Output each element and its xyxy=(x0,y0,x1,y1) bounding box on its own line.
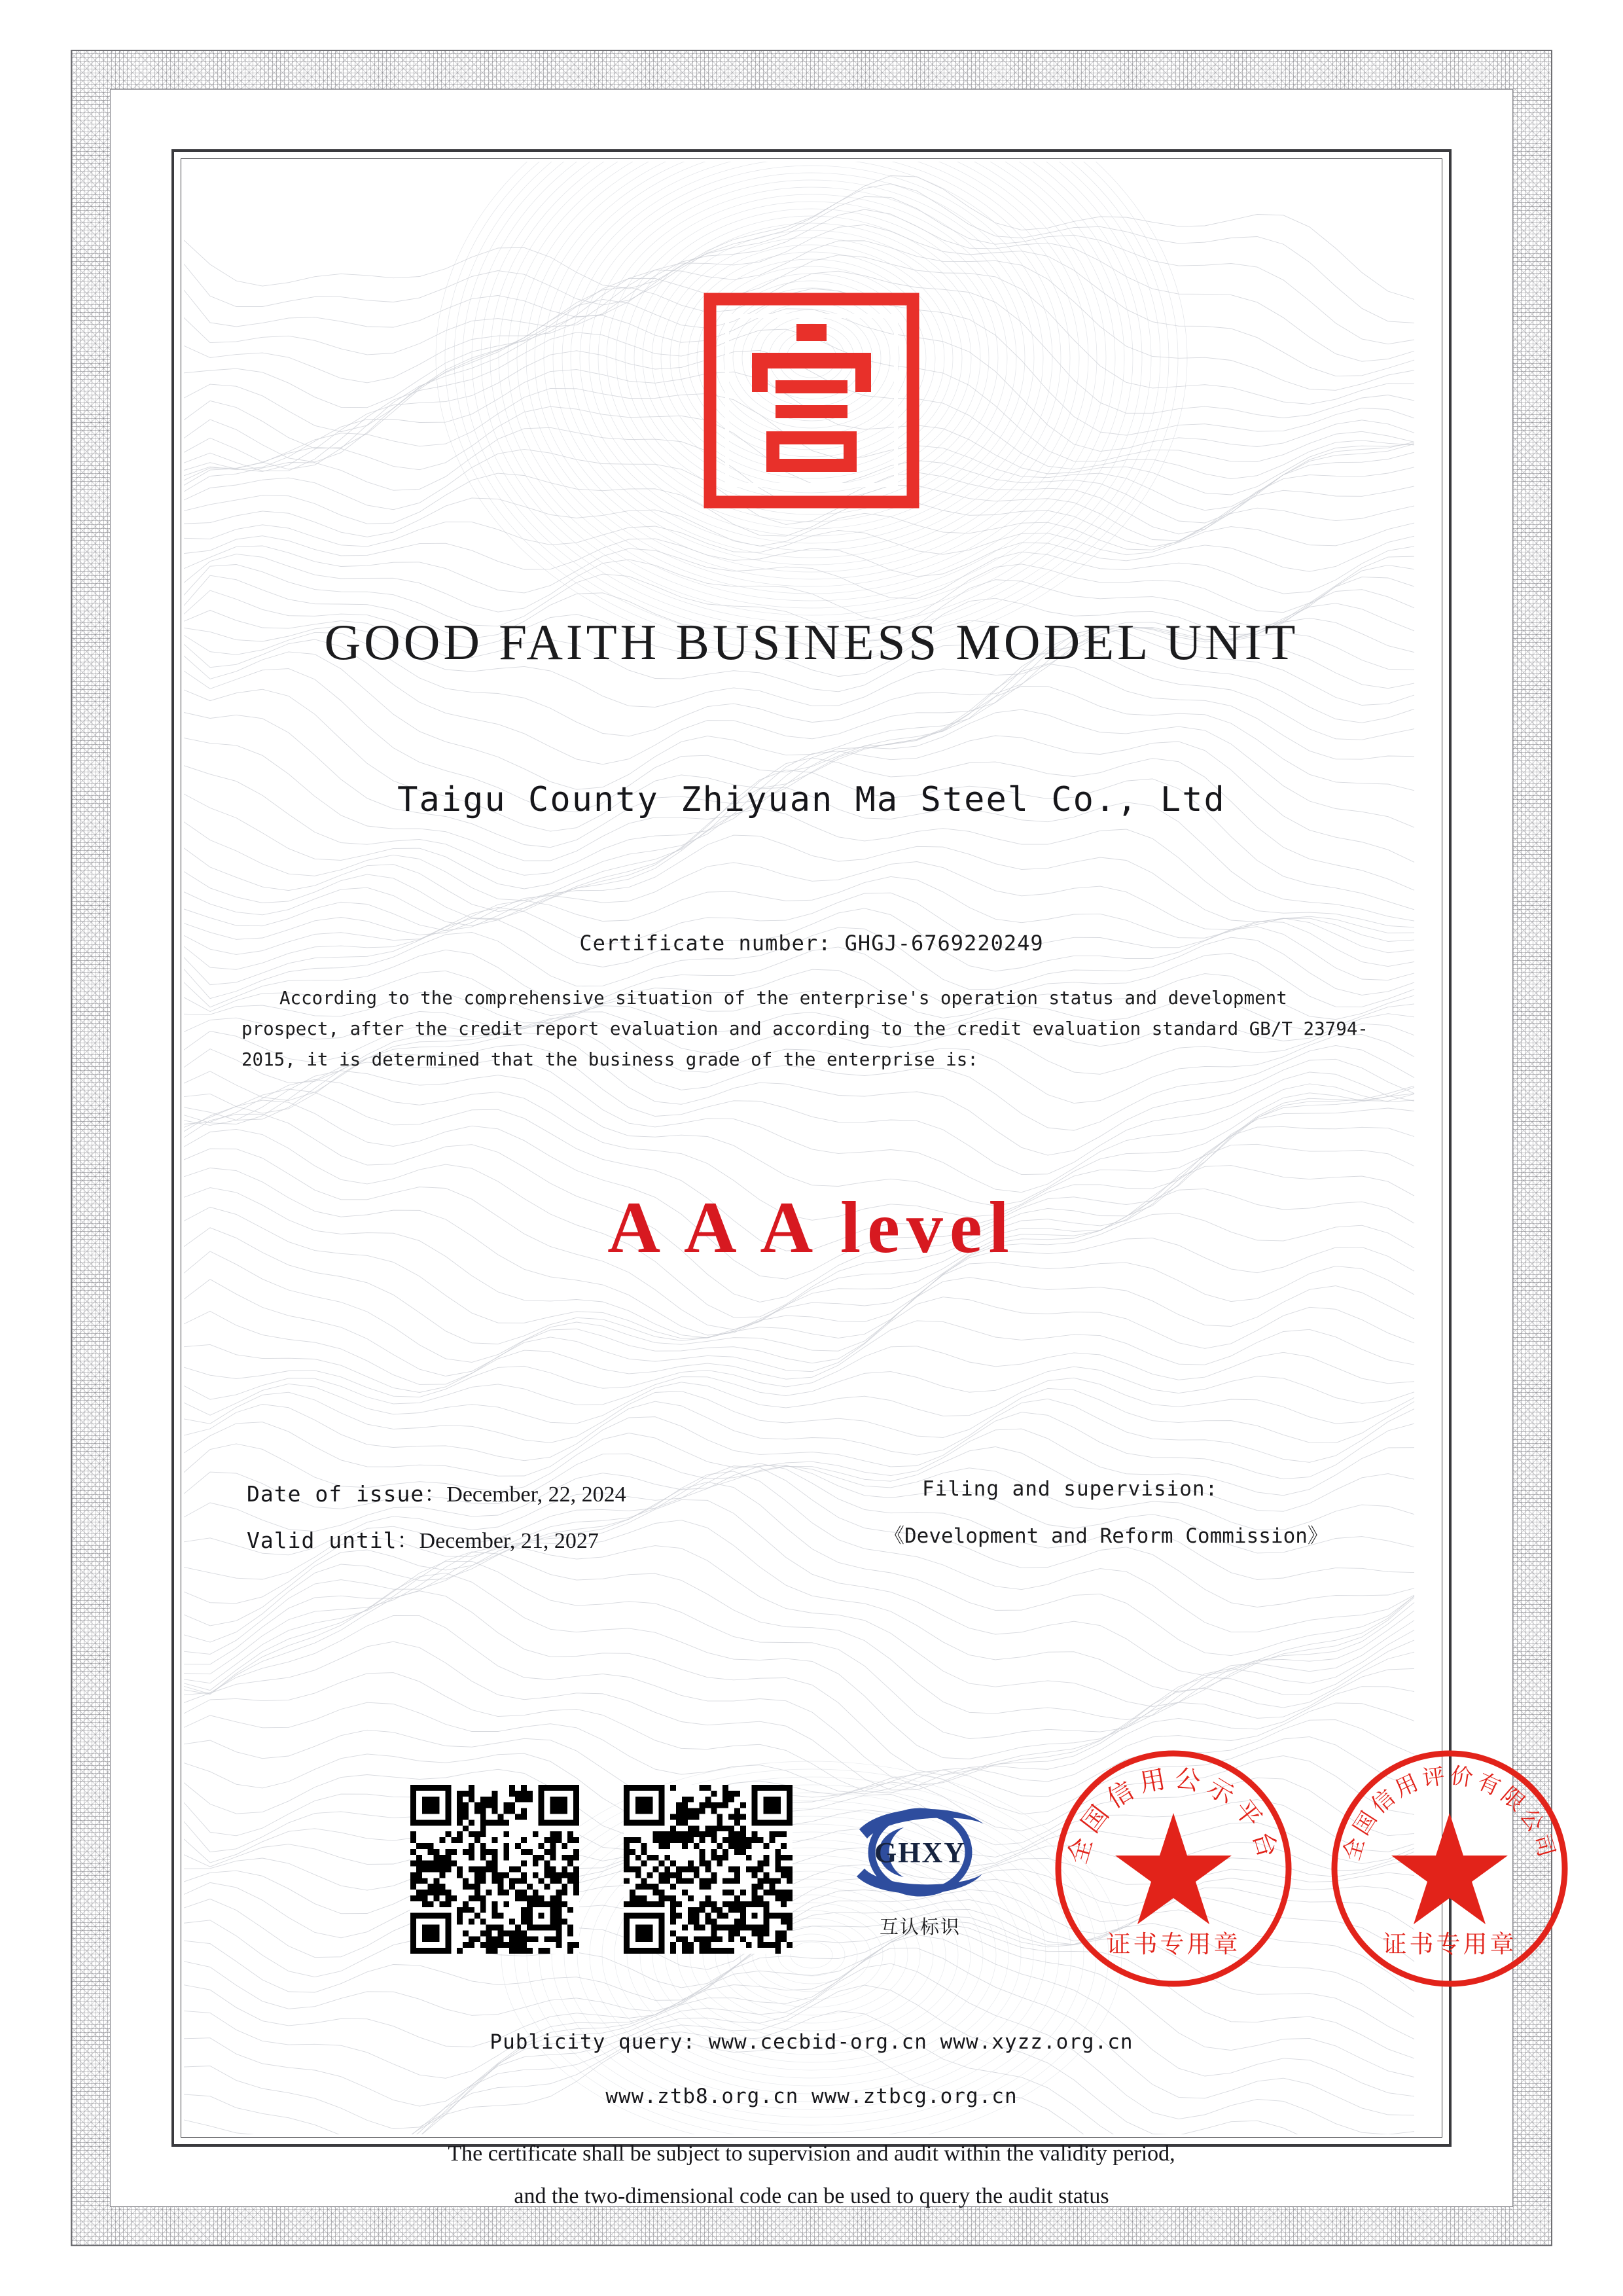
ghxy-logo-text: GHXY xyxy=(874,1837,966,1869)
publicity-query-line-2: www.ztb8.org.cn www.ztbcg.org.cn xyxy=(605,2085,1018,2108)
qr-code-left[interactable] xyxy=(410,1785,579,1954)
filing-block xyxy=(884,1477,1382,1549)
seal-emblem-icon xyxy=(704,293,919,509)
ghxy-mark-icon xyxy=(838,1791,1002,1912)
issue-date-label: Date of issue： xyxy=(247,1481,447,1507)
ghxy-caption: 互认标识 xyxy=(879,1916,961,1938)
footnote-line-1: The certificate shall be subject to supervision and audit within the validity period, xyxy=(448,2142,1175,2166)
issue-date-value: December, 22, 2024 xyxy=(446,1482,626,1507)
page-title: GOOD FAITH BUSINESS MODEL UNIT xyxy=(324,614,1299,670)
seal-right-bottom-text: 证书专用章 xyxy=(1382,1930,1517,1958)
official-seal-left xyxy=(1049,1744,1298,1993)
certificate-number: Certificate number: GHGJ-6769220249 xyxy=(579,931,1044,956)
issue-date-row xyxy=(247,1477,626,1508)
valid-until-row xyxy=(247,1524,626,1554)
seal-left-bottom-text: 证书专用章 xyxy=(1106,1930,1241,1958)
footnote-line-2: and the two-dimensional code can be used to query the audit status xyxy=(514,2184,1109,2208)
grade-level: A A A level xyxy=(607,1187,1016,1268)
ghxy-logo xyxy=(838,1791,1002,1939)
filing-authority: 《Development and Reform Commission》 xyxy=(884,1524,1328,1548)
dates-block xyxy=(247,1477,626,1570)
company-name: Taigu County Zhiyuan Ma Steel Co., Ltd xyxy=(397,780,1226,819)
valid-until-label: Valid until： xyxy=(247,1528,419,1553)
seal-left-arc-text: 全国信用公示平台 xyxy=(1063,1763,1284,1868)
official-seal-right xyxy=(1325,1744,1574,1993)
body-paragraph: According to the comprehensive situation of the enterprise's operation status and development prospect, after the credit report evaluation and according to the credit evaluation standard GB/T 23794-2015, it is determined that the business grade of the enterprise is: xyxy=(241,988,1368,1070)
filing-label: Filing and supervision: xyxy=(922,1477,1219,1501)
publicity-query-line-1: Publicity query: www.cecbid-org.cn www.xyzz.org.cn xyxy=(490,2030,1133,2054)
certificate-content xyxy=(184,162,1561,2208)
qr-code-right[interactable] xyxy=(624,1785,793,1954)
seal-right-arc-text: 全国信用评价有限公司 xyxy=(1338,1762,1561,1864)
valid-until-value: December, 21, 2027 xyxy=(419,1529,599,1553)
